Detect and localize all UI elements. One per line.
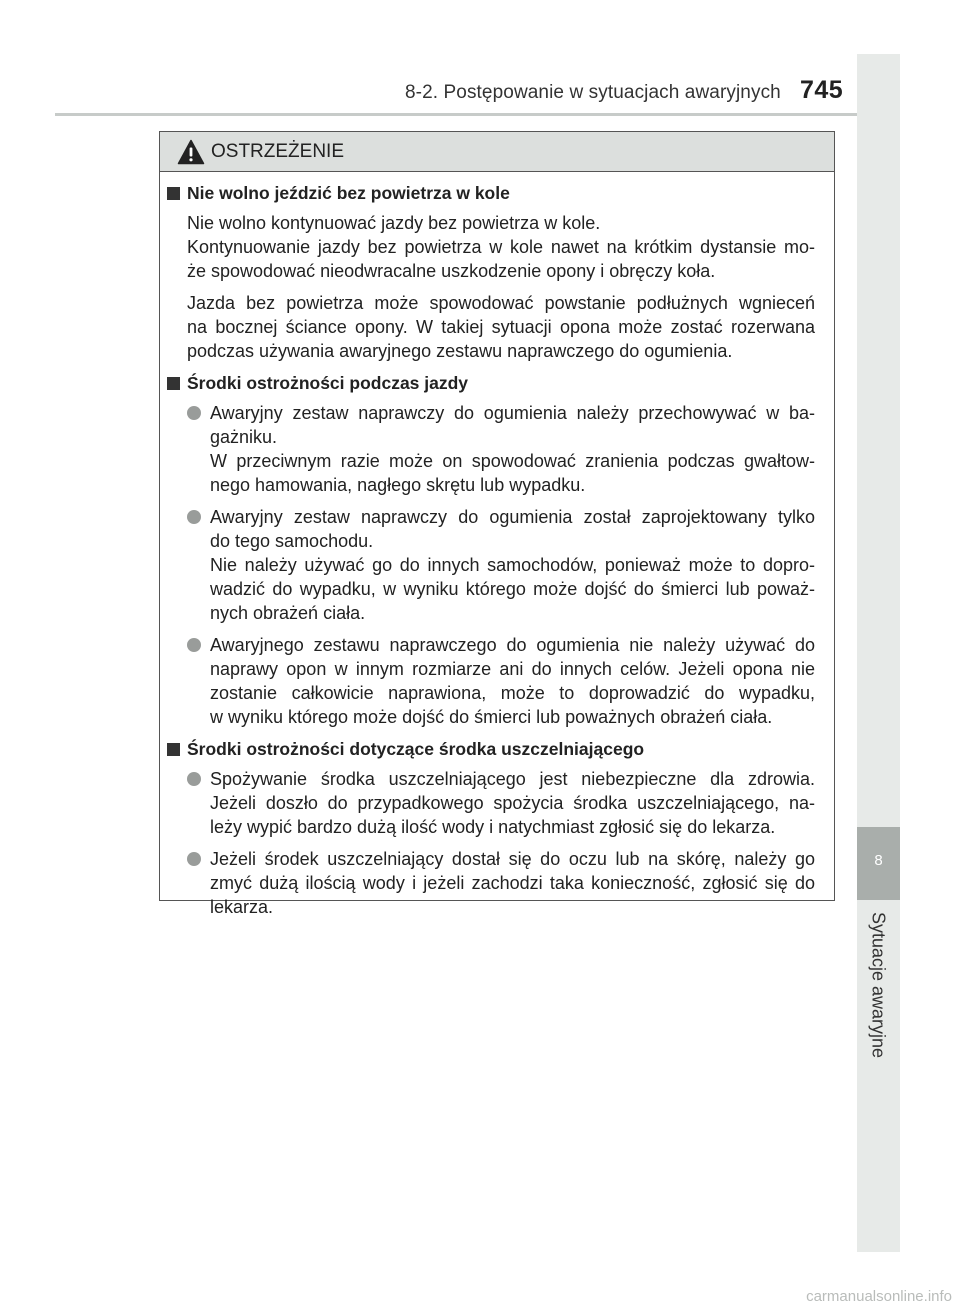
section-heading: Środki ostrożności podczas jazdy: [167, 371, 815, 395]
page-number: 745: [800, 76, 844, 104]
square-bullet-icon: [167, 187, 180, 200]
section-heading: Środki ostrożności dotyczące środka uszczelniającego: [167, 737, 815, 761]
round-bullet-icon: [187, 510, 201, 524]
round-bullet-icon: [187, 406, 201, 420]
header-divider: [55, 113, 900, 116]
section-title: 8-2. Postępowanie w sytuacjach awaryjnych: [405, 82, 781, 103]
warning-header: [160, 132, 834, 172]
list-item: Awaryjny zestaw naprawczy do ogumienia należy przechowywać w ba- gażniku. W przeciwnym razie może on spowodować zranienia podczas gwałtow- nego hamowania, nagłego skrętu lub wypadku.: [187, 401, 815, 497]
warning-title: OSTRZEŻENIE: [211, 140, 345, 162]
paragraph: Nie wolno kontynuować jazdy bez powietrza w kole. Kontynuowanie jazdy bez powietrza w kole nawet na krótkim dystansie mo- że spowodować nieodwracalne uszkodzenie opony i obręczy koła.: [187, 213, 815, 281]
warning-body: [160, 172, 834, 919]
warning-triangle-icon: [177, 139, 205, 165]
chapter-side-tab: [857, 54, 900, 1252]
chapter-label: Sytuacje awaryjne: [868, 911, 889, 1059]
paragraph: Jazda bez powietrza może spowodować powstanie podłużnych wgnieceń na bocznej ściance opony. W takiej sytuacji opona może zostać rozerwana podczas używania awaryjnego zestawu naprawczego do ogumienia.: [187, 293, 815, 361]
section-driving-precautions: [167, 371, 815, 729]
list-item: Awaryjny zestaw naprawczy do ogumienia został zaprojektowany tylko do tego samochodu. Nie należy używać go do innych samochodów, ponieważ może to dopro- wadzić do wypadku, w wyniku którego może dojść do śmierci lub poważ- nych obrażeń ciała.: [187, 505, 815, 625]
list-item: Spożywanie środka uszczelniającego jest niebezpieczne dla zdrowia. Jeżeli doszło do przypadkowego spożycia środka uszczelniającego, na- leży wypić bardzo dużą ilość wody i natychmiast zgłosić się do lekarza.: [187, 767, 815, 839]
section-no-air: [167, 181, 815, 363]
round-bullet-icon: [187, 772, 201, 786]
square-bullet-icon: [167, 377, 180, 390]
chapter-number: 8: [874, 852, 883, 869]
round-bullet-icon: [187, 852, 201, 866]
watermark: carmanualsonline.info: [806, 1288, 952, 1305]
list-item: Jeżeli środek uszczelniający dostał się do oczu lub na skórę, należy go zmyć dużą ilością wody i jeżeli zachodzi taka konieczność, zgłosić się do lekarza.: [187, 847, 815, 919]
section-sealant-precautions: [167, 737, 815, 919]
list-item: Awaryjnego zestawu naprawczego do ogumienia nie należy używać do naprawy opon w innym rozmiarze ani do innych celów. Jeżeli opona nie zostanie całkowicie naprawiona, może to doprowadzić do wypadku, w wyniku którego może dojść do śmierci lub poważnych obrażeń ciała.: [187, 633, 815, 729]
warning-box: [159, 131, 835, 917]
section-heading: Nie wolno jeździć bez powietrza w kole: [167, 181, 815, 205]
round-bullet-icon: [187, 638, 201, 652]
square-bullet-icon: [167, 743, 180, 756]
